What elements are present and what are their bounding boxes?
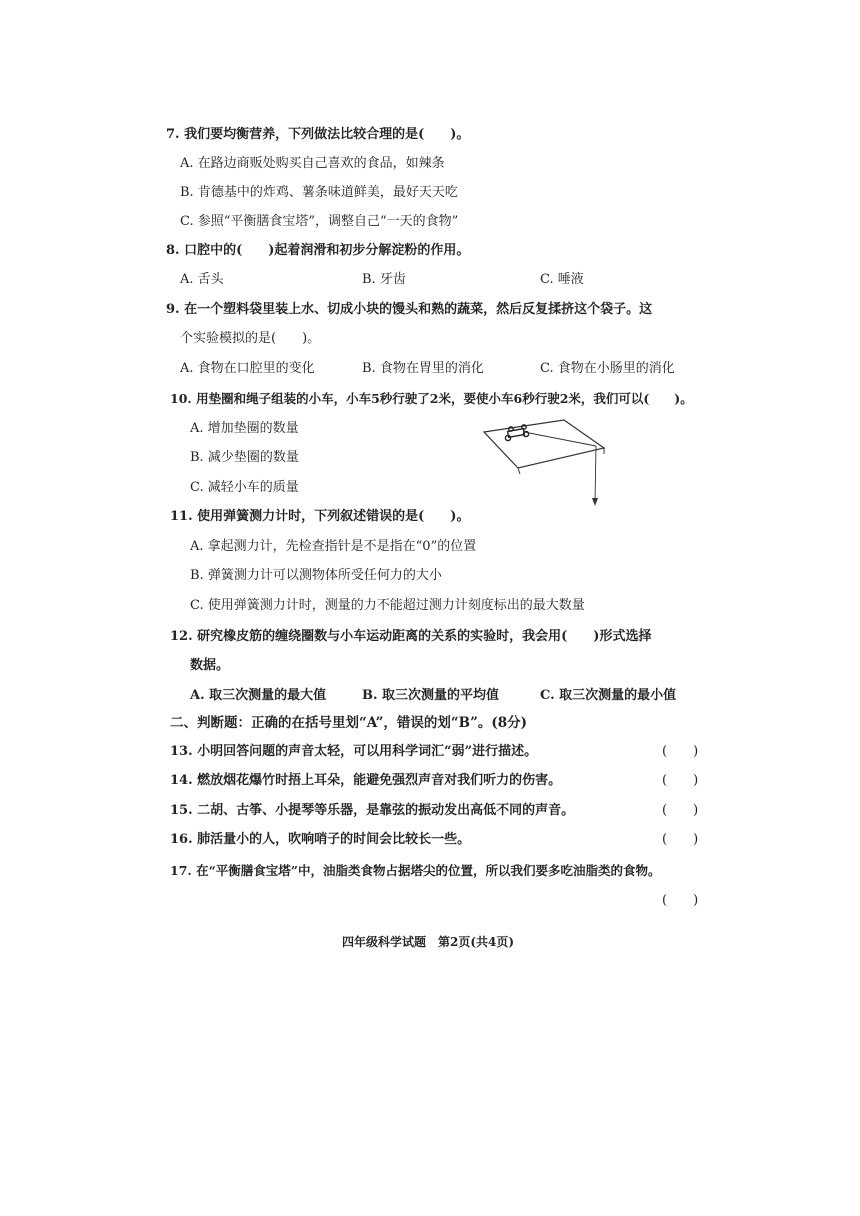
q9-option-c: C. 食物在小肠里的消化 bbox=[540, 361, 675, 376]
q7-stem: 7. 我们要均衡营养，下列做法比较合理的是( )。 bbox=[166, 127, 470, 142]
q13-answer-bracket: ( ) bbox=[662, 744, 699, 759]
q9-option-b: B. 食物在胃里的消化 bbox=[362, 361, 484, 376]
q8-stem: 8. 口腔中的( )起着润滑和初步分解淀粉的作用。 bbox=[166, 243, 470, 258]
q17-answer-bracket: ( ) bbox=[662, 893, 699, 908]
q12-stem-line1: 12. 研究橡皮筋的缠绕圈数与小车运动距离的关系的实验时，我会用( )形式选择 bbox=[170, 629, 652, 644]
q11-option-c: C. 使用弹簧测力计时，测量的力不能超过测力计刻度标出的最大数量 bbox=[190, 598, 585, 613]
q9-stem-line2: 个实验模拟的是( )。 bbox=[180, 331, 321, 346]
q11-stem: 11. 使用弹簧测力计时，下列叙述错误的是( )。 bbox=[170, 509, 470, 524]
page-footer: 四年级科学试题 第2页(共4页) bbox=[342, 935, 515, 949]
q10-stem: 10. 用垫圈和绳子组装的小车，小车5秒行驶了2米，要使小车6秒行驶2米，我们可以( )。 bbox=[170, 391, 693, 406]
q13-text: 13. 小明回答问题的声音太轻，可以用科学词汇“弱”进行描述。 bbox=[170, 744, 538, 759]
q15-text: 15. 二胡、古筝、小提琴等乐器，是靠弦的振动发出高低不同的声音。 bbox=[170, 803, 575, 818]
q12-option-b: B. 取三次测量的平均值 bbox=[362, 688, 500, 703]
section2-title: 二、判断题：正确的在括号里划“A”，错误的划“B”。(8分) bbox=[170, 715, 528, 731]
q7-option-c: C. 参照“平衡膳食宝塔”，调整自己“一天的食物” bbox=[180, 214, 459, 229]
q15-answer-bracket: ( ) bbox=[662, 803, 699, 818]
q12-stem-line2: 数据。 bbox=[190, 658, 230, 673]
q16-answer-bracket: ( ) bbox=[662, 832, 699, 847]
q16-text: 16. 肺活量小的人，吹响哨子的时间会比较长一些。 bbox=[170, 832, 471, 847]
q17-text: 17. 在“平衡膳食宝塔”中，油脂类食物占据塔尖的位置，所以我们要多吃油脂类的食物。 bbox=[170, 863, 661, 878]
cart-on-table-illustration bbox=[478, 418, 608, 510]
q8-option-a: A. 舌头 bbox=[180, 272, 224, 287]
q9-option-a: A. 食物在口腔里的变化 bbox=[180, 361, 315, 376]
q8-option-b: B. 牙齿 bbox=[362, 272, 406, 287]
q10-option-b: B. 减少垫圈的数量 bbox=[190, 450, 299, 465]
q12-option-c: C. 取三次测量的最小值 bbox=[540, 688, 677, 703]
q14-text: 14. 燃放烟花爆竹时捂上耳朵，能避免强烈声音对我们听力的伤害。 bbox=[170, 773, 562, 788]
q10-option-c: C. 减轻小车的质量 bbox=[190, 480, 299, 495]
q14-answer-bracket: ( ) bbox=[662, 773, 699, 788]
q10-option-a: A. 增加垫圈的数量 bbox=[190, 421, 299, 436]
q7-option-b: B. 肯德基中的炸鸡、薯条味道鲜美，最好天天吃 bbox=[180, 185, 458, 200]
q11-option-b: B. 弹簧测力计可以测物体所受任何力的大小 bbox=[190, 568, 442, 583]
q7-option-a: A. 在路边商贩处购买自己喜欢的食品，如辣条 bbox=[180, 156, 445, 171]
q11-option-a: A. 拿起测力计，先检查指针是不是指在“0”的位置 bbox=[190, 539, 477, 554]
q9-stem-line1: 9. 在一个塑料袋里装上水、切成小块的馒头和熟的蔬菜，然后反复揉挤这个袋子。这 bbox=[166, 302, 653, 317]
q12-option-a: A. 取三次测量的最大值 bbox=[190, 688, 327, 703]
q8-option-c: C. 唾液 bbox=[540, 272, 584, 287]
